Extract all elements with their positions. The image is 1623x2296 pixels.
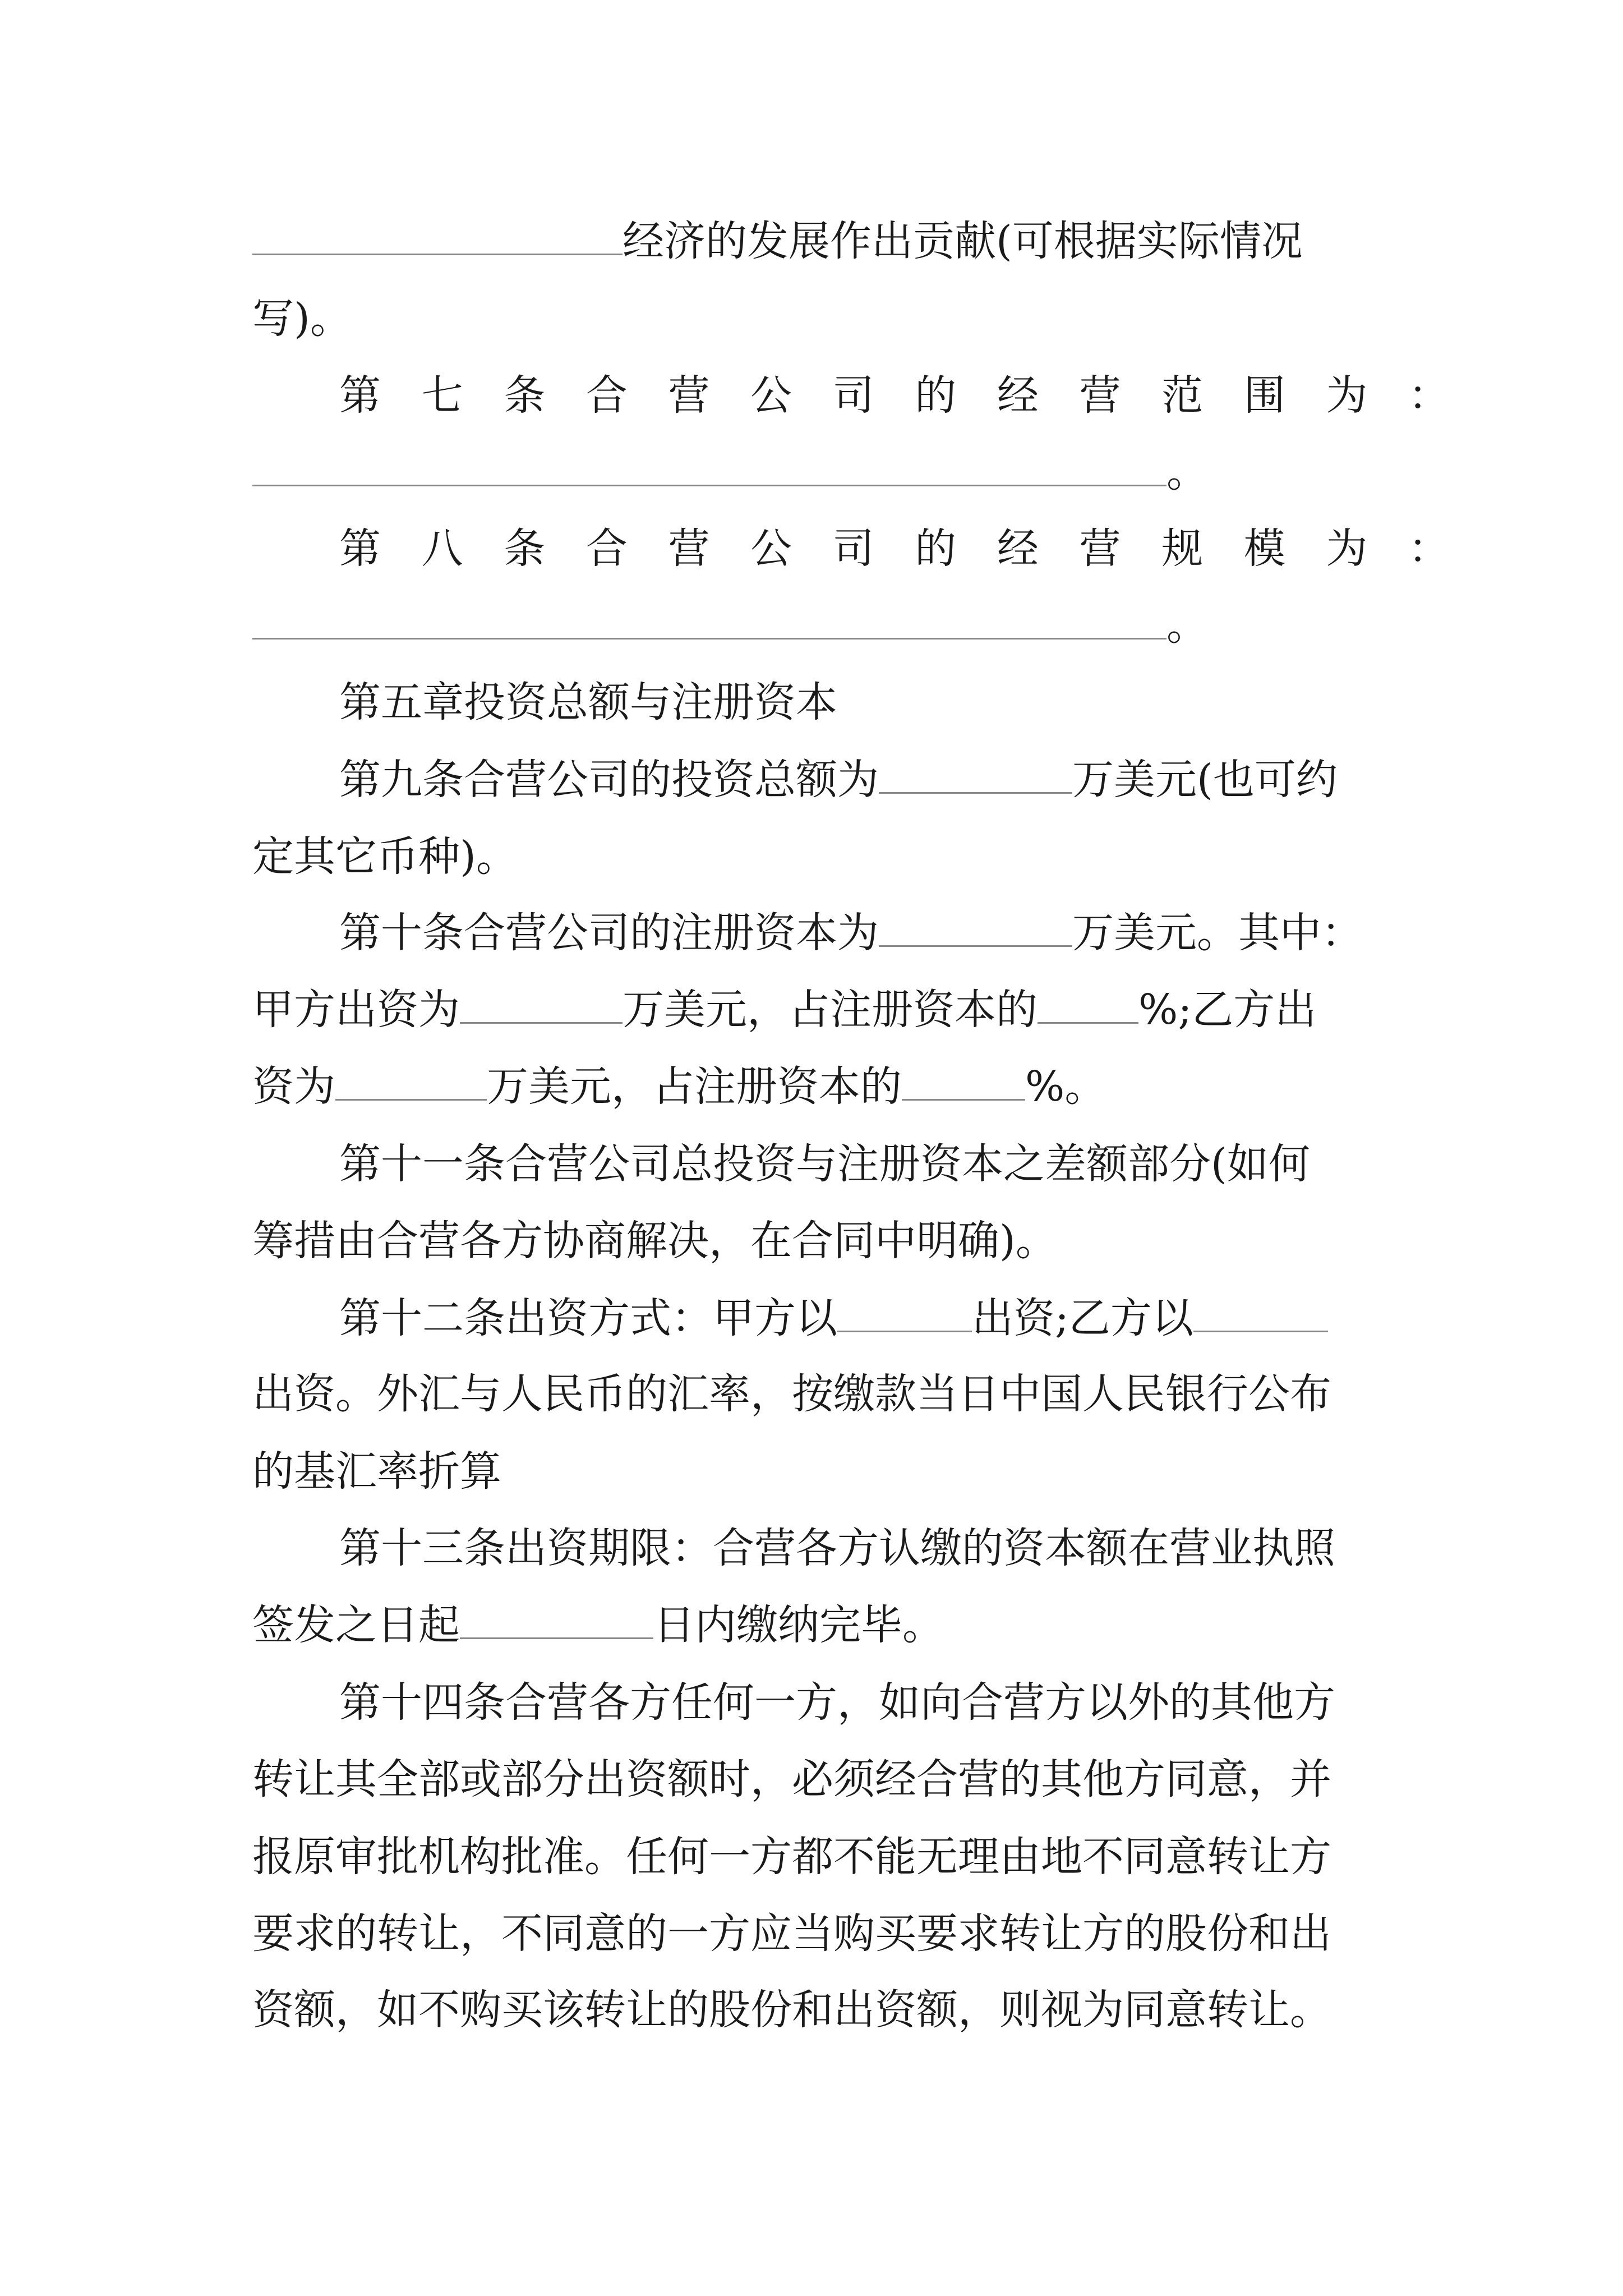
text-segment: 万美元，占注册资本的: [623, 986, 1038, 1034]
text-line: 第十四条合营各方任何一方，如向合营方以外的其他方: [339, 1678, 1335, 1727]
text-line: 转让其全部或部分出资额时，必须经合营的其他方同意，并: [252, 1755, 1331, 1803]
text-segment: 第十条合营公司的注册资本为: [339, 909, 879, 957]
fill-in-blank: [902, 1065, 1025, 1101]
text-line: [252, 976, 1316, 1043]
text-segment: 出资;乙方以: [972, 1294, 1193, 1342]
text-line: [252, 208, 1303, 275]
article-8-heading: 第 八 条 合 营 公 司 的 经 营 规 模 为 ：: [339, 524, 1450, 573]
text-line: 写)。: [252, 295, 352, 343]
text-segment: 经济的发展作出贡献(可根据实际情况: [623, 217, 1303, 265]
chapter-heading: 第五章投资总额与注册资本: [339, 678, 837, 726]
fill-in-blank: [335, 1065, 487, 1101]
text-line: [339, 1285, 1328, 1352]
text-segment: 日内缴纳完毕。: [653, 1601, 944, 1649]
text-segment: 。: [1166, 448, 1208, 496]
text-line: 出资。外汇与人民币的汇率，按缴款当日中国人民银行公布: [252, 1370, 1331, 1418]
text-segment: 。: [1166, 601, 1208, 650]
fill-in-blank: [252, 604, 1166, 639]
fill-in-blank: [252, 451, 1166, 486]
fill-in-blank: [879, 758, 1072, 794]
fill-in-blank: [460, 1604, 653, 1639]
text-segment: 甲方出资为: [252, 986, 460, 1034]
fill-in-blank: [1193, 1297, 1328, 1332]
fill-in-blank: [879, 912, 1072, 947]
text-segment: %。: [1025, 1062, 1106, 1111]
text-segment: %;乙方出: [1138, 986, 1317, 1034]
text-line: [339, 746, 1338, 813]
text-line: 第十一条合营公司总投资与注册资本之差额部分(如何: [339, 1140, 1310, 1188]
text-line: [252, 1591, 944, 1659]
text-line: 第十三条出资期限：合营各方认缴的资本额在营业执照: [339, 1524, 1335, 1572]
text-line: [252, 1053, 1106, 1120]
text-line: 资额，如不购买该转让的股份和出资额，则视为同意转让。: [252, 1986, 1331, 2034]
text-line: 要求的转让，不同意的一方应当购买要求转让方的股份和出: [252, 1910, 1331, 1958]
text-segment: 签发之日起: [252, 1601, 460, 1649]
fill-in-blank: [1038, 988, 1138, 1024]
text-segment: 第十二条出资方式：甲方以: [339, 1294, 837, 1342]
text-line: 报原审批机构批准。任何一方都不能无理由地不同意转让方: [252, 1833, 1331, 1881]
text-segment: 万美元，占注册资本的: [487, 1062, 902, 1111]
text-segment: 万美元(也可约: [1072, 756, 1338, 804]
fill-in-blank: [837, 1297, 972, 1332]
text-segment: 第九条合营公司的投资总额为: [339, 756, 879, 804]
text-segment: 万美元。其中：: [1072, 909, 1363, 957]
text-line: 筹措由合营各方协商解决，在合同中明确)。: [252, 1217, 1057, 1265]
text-line: 的基汇率折算: [252, 1447, 501, 1496]
text-line: [339, 899, 1363, 967]
fill-in-blank: [460, 988, 623, 1024]
text-line: 定其它币种)。: [252, 832, 518, 881]
text-line: [252, 592, 1208, 659]
article-7-heading: 第 七 条 合 营 公 司 的 经 营 范 围 为 ：: [339, 371, 1450, 420]
text-line: [252, 439, 1208, 506]
fill-in-blank: [252, 220, 623, 255]
text-segment: 资为: [252, 1062, 335, 1111]
